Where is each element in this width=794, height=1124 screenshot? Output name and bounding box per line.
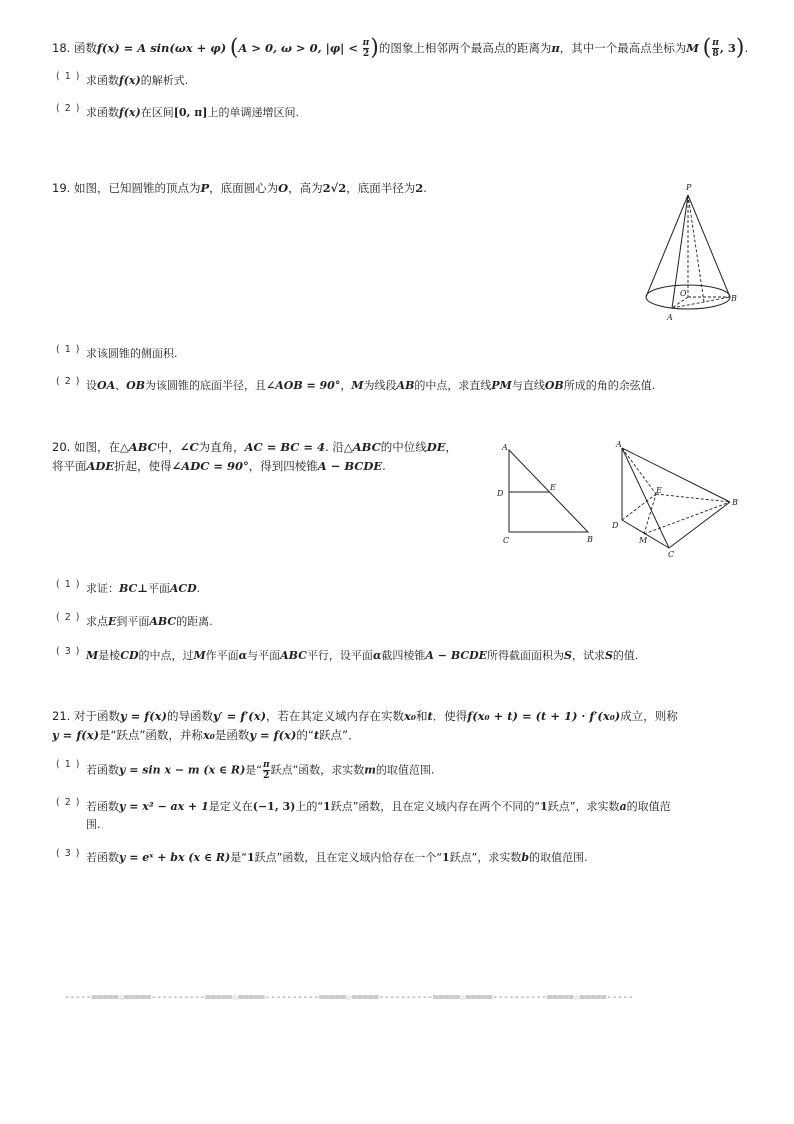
- tri-label-b: B: [587, 535, 593, 544]
- pyr-label-e: E: [656, 486, 662, 495]
- q21-stem-line1: 21. 对于函数y = f(x)的导函数y′ = f′(x)，若在其定义域内存在实数x₀和t．使得f(x₀ + t) = (t + 1) · f′(x₀)成立，则称: [52, 709, 678, 723]
- cone-label-b: B: [731, 294, 737, 303]
- tri-label-c: C: [503, 536, 510, 545]
- pyr-label-d: D: [612, 521, 619, 530]
- pyr-label-a: A: [616, 440, 622, 449]
- cone-label-p: P: [686, 183, 692, 192]
- pyr-label-b: B: [732, 498, 738, 507]
- cone-figure: [636, 180, 746, 328]
- pyr-label-c: C: [668, 550, 675, 559]
- q19-stem: 19. 如图，已知圆锥的顶点为P，底面圆心为O，高为2√2，底面半径为2.: [52, 181, 427, 195]
- cone-label-o: O: [680, 289, 687, 298]
- tri-label-a: A: [502, 443, 508, 452]
- page-divider: -----=====☆=====----------=====☆=====----------=====☆=====----------=====☆=====----------=====☆=====-----: [64, 992, 634, 1003]
- pyramid-figure: [604, 436, 748, 560]
- pyr-label-m: M: [639, 536, 648, 545]
- cone-label-a: A: [667, 313, 673, 322]
- triangle-figure: [494, 440, 604, 548]
- q20-stem-line2: 将平面ADE折起，使得∠ADC = 90°，得到四棱锥A − BCDE.: [52, 459, 386, 473]
- q18-stem: 18. 函数f(x) = A sin(ωx + φ) (A > 0, ω > 0, |φ| < $\frac{\pi}{2}$ )的图象上相邻两个最高点的距离为π，其中一个最高点坐标为M ( $\frac{\pi}{8}$ , 3).: [52, 35, 749, 61]
- q20-stem-line1: 20. 如图，在△ABC中，∠C为直角，AC = BC = 4. 沿△ABC的中位线DE，: [52, 440, 457, 454]
- tri-label-e: E: [550, 483, 556, 492]
- q21-stem-line2: y = f(x)是“跃点”函数，并称x₀是函数y = f(x)的“t跃点”．: [52, 728, 360, 742]
- tri-label-d: D: [497, 489, 504, 498]
